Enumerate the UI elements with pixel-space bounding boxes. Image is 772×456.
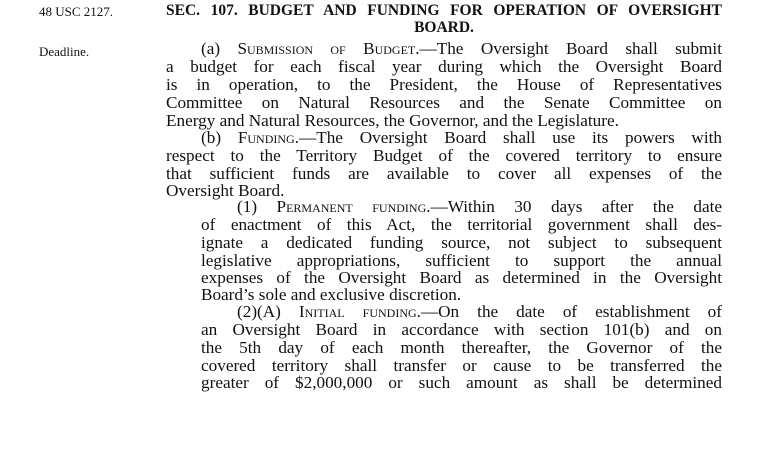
margin-citation: 48 USC 2127. bbox=[39, 4, 114, 19]
paragraph-1-marker: (1) bbox=[237, 197, 277, 216]
paragraph-2a-marker: (2)(A) bbox=[237, 302, 299, 321]
paragraph-1-line2: of enactment of this Act, the territorial government shall des- bbox=[201, 215, 722, 234]
subsection-a-line3: is in operation, to the President, the House of Representatives bbox=[166, 75, 722, 94]
paragraph-1-title: Permanent funding bbox=[276, 197, 427, 216]
subsection-b-title: Funding bbox=[237, 128, 295, 147]
subsection-a-text: .—The Oversight Board shall submit bbox=[415, 39, 722, 58]
paragraph-1-line1 bbox=[237, 198, 722, 216]
subsection-b-line2: respect to the Territory Budget of the covered territory to ensure bbox=[166, 146, 722, 165]
section-heading-line2: BOARD. bbox=[414, 19, 474, 36]
paragraph-2a-line4: covered territory shall transfer or cause to be transferred the bbox=[201, 356, 722, 375]
section-heading-line1: SEC. 107. BUDGET AND FUNDING FOR OPERATION OF OVERSIGHT bbox=[166, 2, 722, 19]
paragraph-1-line6: Board’s sole and exclusive discretion. bbox=[201, 285, 462, 304]
subsection-a-line2: a budget for each fiscal year during which the Oversight Board bbox=[166, 57, 722, 76]
subsection-a-line5: Energy and Natural Resources, the Governor, and the Legislature. bbox=[166, 111, 619, 130]
paragraph-2a-line5: greater of $2,000,000 or such amount as shall be determined bbox=[201, 373, 722, 392]
subsection-b-line4: Oversight Board. bbox=[166, 181, 285, 200]
paragraph-2a-line2: an Oversight Board in accordance with section 101(b) and on bbox=[201, 320, 722, 339]
subsection-a-marker: (a) bbox=[201, 39, 238, 58]
subsection-b-line3: that sufficient funds are available to cover all expenses of the bbox=[166, 164, 722, 183]
subsection-b-text: .—The Oversight Board shall use its powers with bbox=[294, 128, 722, 147]
subsection-a-title: Submission of Budget bbox=[237, 39, 416, 58]
subsection-b-marker: (b) bbox=[201, 128, 238, 147]
section-heading bbox=[166, 2, 722, 36]
subsection-b-line1 bbox=[201, 129, 722, 147]
subsection-a-line4: Committee on Natural Resources and the Senate Committee on bbox=[166, 93, 722, 112]
paragraph-1-line4: legislative appropriations, sufficient to support the annual bbox=[201, 251, 722, 270]
paragraph-2a-text: .—On the date of establishment of bbox=[416, 302, 722, 321]
paragraph-2a-title: Initial funding bbox=[298, 302, 417, 321]
paragraph-1-line3: ignate a dedicated funding source, not subject to subsequent bbox=[201, 233, 722, 252]
paragraph-1-line5: expenses of the Oversight Board as determined in the Oversight bbox=[201, 268, 722, 287]
subsection-a-line1 bbox=[201, 40, 722, 58]
paragraph-2a-line1 bbox=[237, 303, 722, 321]
margin-deadline-note: Deadline. bbox=[39, 44, 90, 59]
paragraph-1-text: .—Within 30 days after the date bbox=[426, 197, 722, 216]
paragraph-2a-line3: the 5th day of each month thereafter, the Governor of the bbox=[201, 338, 722, 357]
